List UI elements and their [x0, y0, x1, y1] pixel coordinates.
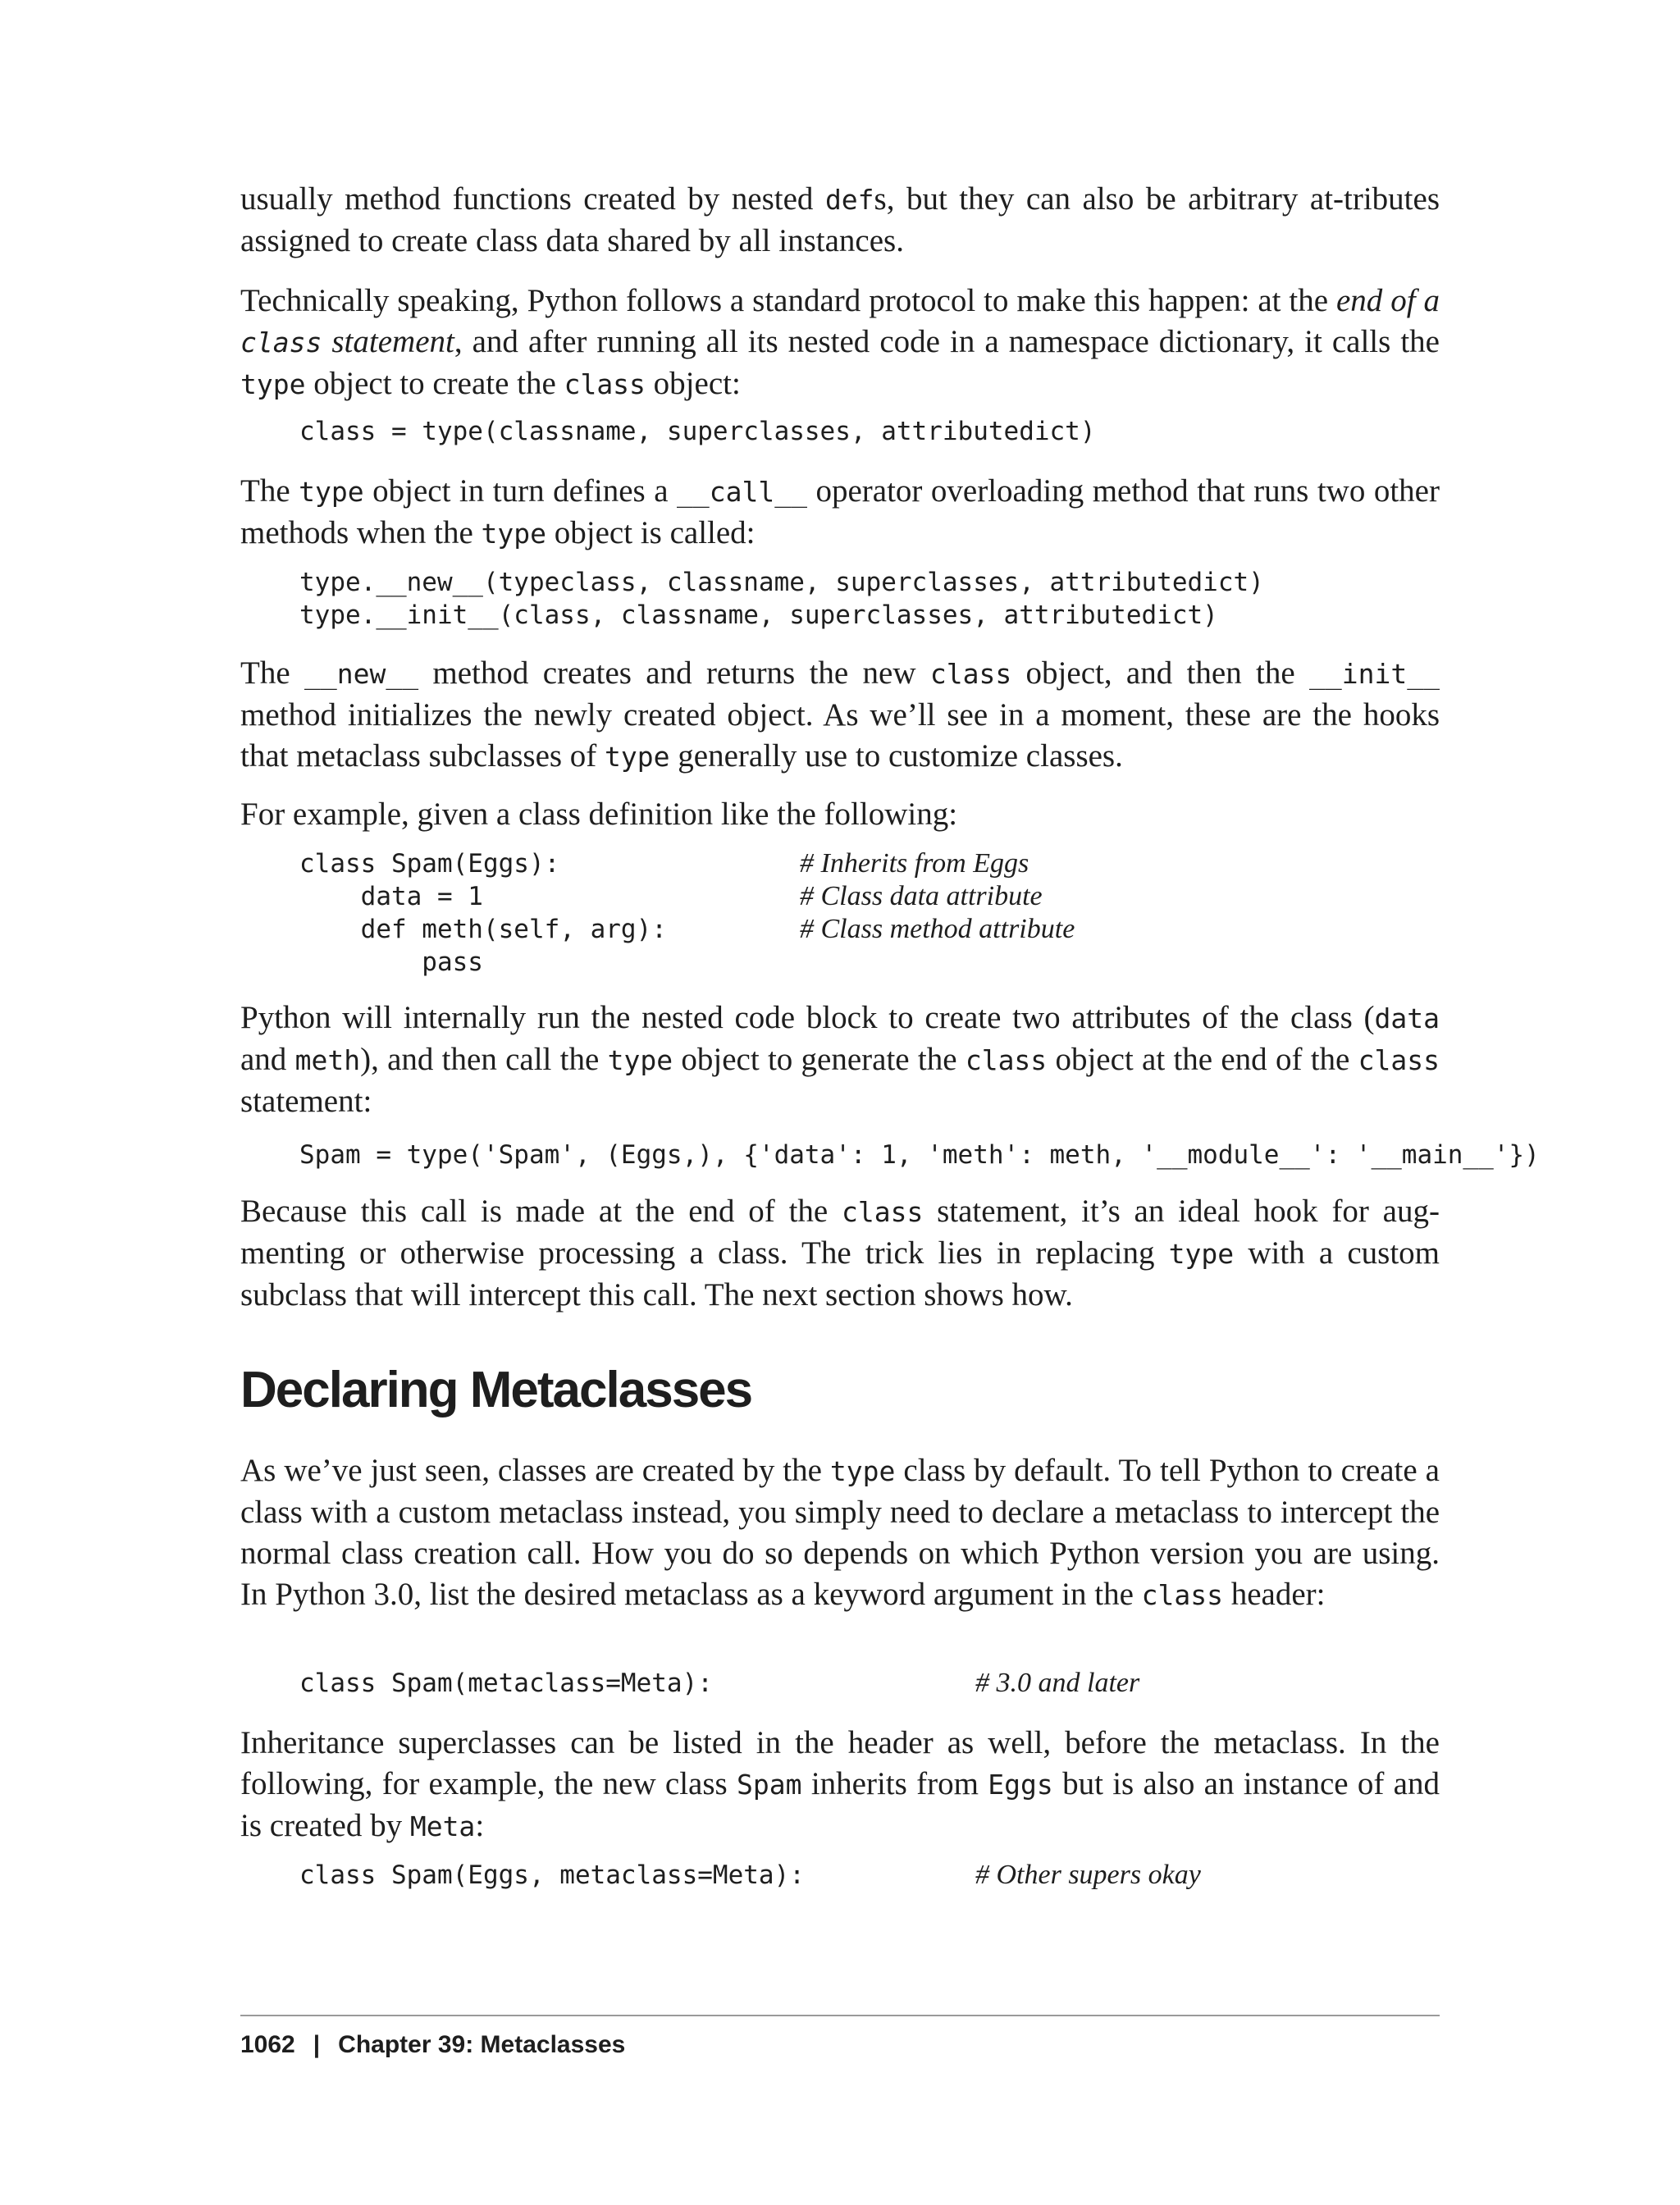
inline-code: __new__: [304, 658, 419, 690]
paragraph: [240, 998, 1440, 1122]
text-run: object at the end of the: [1047, 1042, 1358, 1077]
paragraph: [240, 179, 1440, 262]
inline-code: Meta: [409, 1810, 476, 1842]
code-line: [299, 1859, 1440, 1892]
text-run: end of a: [1336, 283, 1440, 318]
code-comment: # Class method attribute: [800, 914, 1075, 944]
text-run: Because this call is made at the end of the: [240, 1194, 842, 1229]
text-run: with a custom subclass that will intercept this call. The next section shows how.: [240, 1235, 1440, 1312]
code-comment: # 3.0 and later: [975, 1668, 1140, 1698]
code-block: [240, 1667, 1440, 1700]
text-run: ), and then call the: [360, 1042, 608, 1077]
inline-code: class: [929, 658, 1012, 690]
text-run: statement:: [240, 1084, 372, 1119]
footer-separator: |: [313, 2031, 321, 2058]
text-run: header:: [1222, 1577, 1326, 1612]
inline-code: class: [841, 1196, 924, 1228]
code-block: [240, 566, 1440, 632]
paragraph: [240, 1450, 1440, 1616]
inline-code: class: [1141, 1579, 1223, 1611]
inline-code: type: [607, 1044, 673, 1076]
text-run: class by default. To tell Python to create a class with a custom metaclass instead, you simply need to declare a metaclass to intercept the normal class creation call. How you do so depends on which Python version you are using. In Python 3.0, list the desired metaclass as a keyword argument in the: [240, 1453, 1440, 1612]
code-line: [299, 415, 1440, 448]
code-text: class = type(classname, superclasses, attributedict): [299, 417, 1096, 446]
inline-code: class: [564, 368, 646, 400]
text-run: statement, it’s an ideal hook for aug-menting or otherwise processing a class. The trick lies in replacing: [240, 1194, 1440, 1271]
paragraph: [240, 794, 1440, 835]
code-text: data = 1: [299, 882, 483, 911]
code-line: [299, 847, 1440, 880]
footer-rule: [240, 2015, 1440, 2016]
text-run: method creates and returns the new: [418, 655, 930, 691]
code-text: class Spam(metaclass=Meta):: [299, 1669, 713, 1698]
inline-code: type: [829, 1455, 896, 1487]
text-run: inherits from: [801, 1766, 988, 1801]
inline-code: meth: [294, 1044, 361, 1076]
page-footer: [240, 2031, 625, 2059]
chapter-title: Chapter 39: Metaclasses: [338, 2031, 626, 2058]
paragraph: [240, 1191, 1440, 1316]
inline-code: data: [1374, 1002, 1440, 1034]
inline-code: type: [605, 741, 670, 773]
text-run: object is called:: [546, 515, 756, 550]
inline-code: class: [1358, 1044, 1440, 1076]
code-comment: # Class data attribute: [800, 881, 1043, 911]
code-line: [299, 599, 1440, 632]
code-line: [299, 946, 1440, 979]
text-run: object:: [645, 366, 741, 401]
code-line: [299, 1139, 1540, 1171]
inline-code: class: [965, 1044, 1048, 1076]
code-comment: # Inherits from Eggs: [800, 848, 1029, 879]
inline-code: type: [299, 476, 364, 508]
inline-code: __call__: [677, 476, 807, 508]
code-line: [299, 913, 1440, 946]
text-run: , and after running all its nested code in a namespace dictionary, it calls the: [454, 324, 1440, 359]
text-run: The: [240, 655, 304, 691]
code-line: [299, 1667, 1440, 1700]
inline-code: __init__: [1309, 658, 1440, 690]
text-run: operator overloading method that runs two other methods when the: [240, 473, 1440, 550]
text-run: For example, given a class definition like the following:: [240, 797, 958, 832]
text-run: and: [240, 1042, 295, 1077]
inline-code: type: [1168, 1238, 1235, 1270]
inline-code: Spam: [737, 1769, 802, 1801]
text-run: :: [475, 1808, 485, 1843]
text-run: method initializes the newly created object. As we’ll see in a moment, these are the hooks that metaclass subclasses of: [240, 697, 1440, 774]
code-block: [240, 1139, 1540, 1171]
code-text: Spam = type('Spam', (Eggs,), {'data': 1, 'meth': meth, '__module__': '__main__'}): [299, 1140, 1540, 1170]
paragraph: [240, 653, 1440, 778]
text-run: s, but they can also be arbitrary at-tributes assigned to create class data shared by all instances.: [240, 181, 1440, 258]
text-run: object to generate the: [673, 1042, 966, 1077]
code-text: def meth(self, arg):: [299, 915, 667, 944]
inline-code: type: [240, 368, 306, 400]
text-run: statement: [322, 324, 454, 359]
code-line: [299, 880, 1440, 913]
code-block: [240, 415, 1440, 448]
code-text: pass: [299, 947, 483, 977]
text-run: generally use to customize classes.: [669, 738, 1123, 774]
code-block: [240, 847, 1440, 979]
text-run: Inheritance superclasses can be listed in the header as well, before the metaclass. In the following, for example, the new class: [240, 1725, 1440, 1801]
text-run: usually method functions created by nested: [240, 181, 825, 217]
code-line: [299, 566, 1440, 599]
code-comment: # Other supers okay: [975, 1860, 1201, 1890]
code-text: class Spam(Eggs, metaclass=Meta):: [299, 1860, 805, 1890]
paragraph: [240, 471, 1440, 555]
inline-code: def: [824, 184, 874, 216]
text-run: but is also an instance of and is created by: [240, 1766, 1440, 1843]
code-text: type.__new__(typeclass, classname, superclasses, attributedict): [299, 568, 1264, 597]
inline-code: Eggs: [988, 1769, 1053, 1801]
text-run: The: [240, 473, 299, 509]
text-run: object to create the: [305, 366, 564, 401]
inline-code: type: [481, 518, 547, 550]
code-text: type.__init__(class, classname, superclasses, attributedict): [299, 600, 1218, 630]
text-run: Technically speaking, Python follows a standard protocol to make this happen: at the: [240, 283, 1336, 318]
paragraph: [240, 1723, 1440, 1847]
text-run: object, and then the: [1011, 655, 1310, 691]
section-heading: Declaring Metaclasses: [240, 1362, 752, 1418]
code-block: [240, 1859, 1440, 1892]
page-number: 1062: [240, 2031, 295, 2058]
text-run: object in turn defines a: [363, 473, 678, 509]
code-text: class Spam(Eggs):: [299, 849, 560, 879]
paragraph: [240, 281, 1440, 405]
inline-code: class: [240, 326, 322, 358]
text-run: As we’ve just seen, classes are created by the: [240, 1453, 830, 1488]
text-run: Python will internally run the nested code block to create two attributes of the class (: [240, 1000, 1375, 1035]
